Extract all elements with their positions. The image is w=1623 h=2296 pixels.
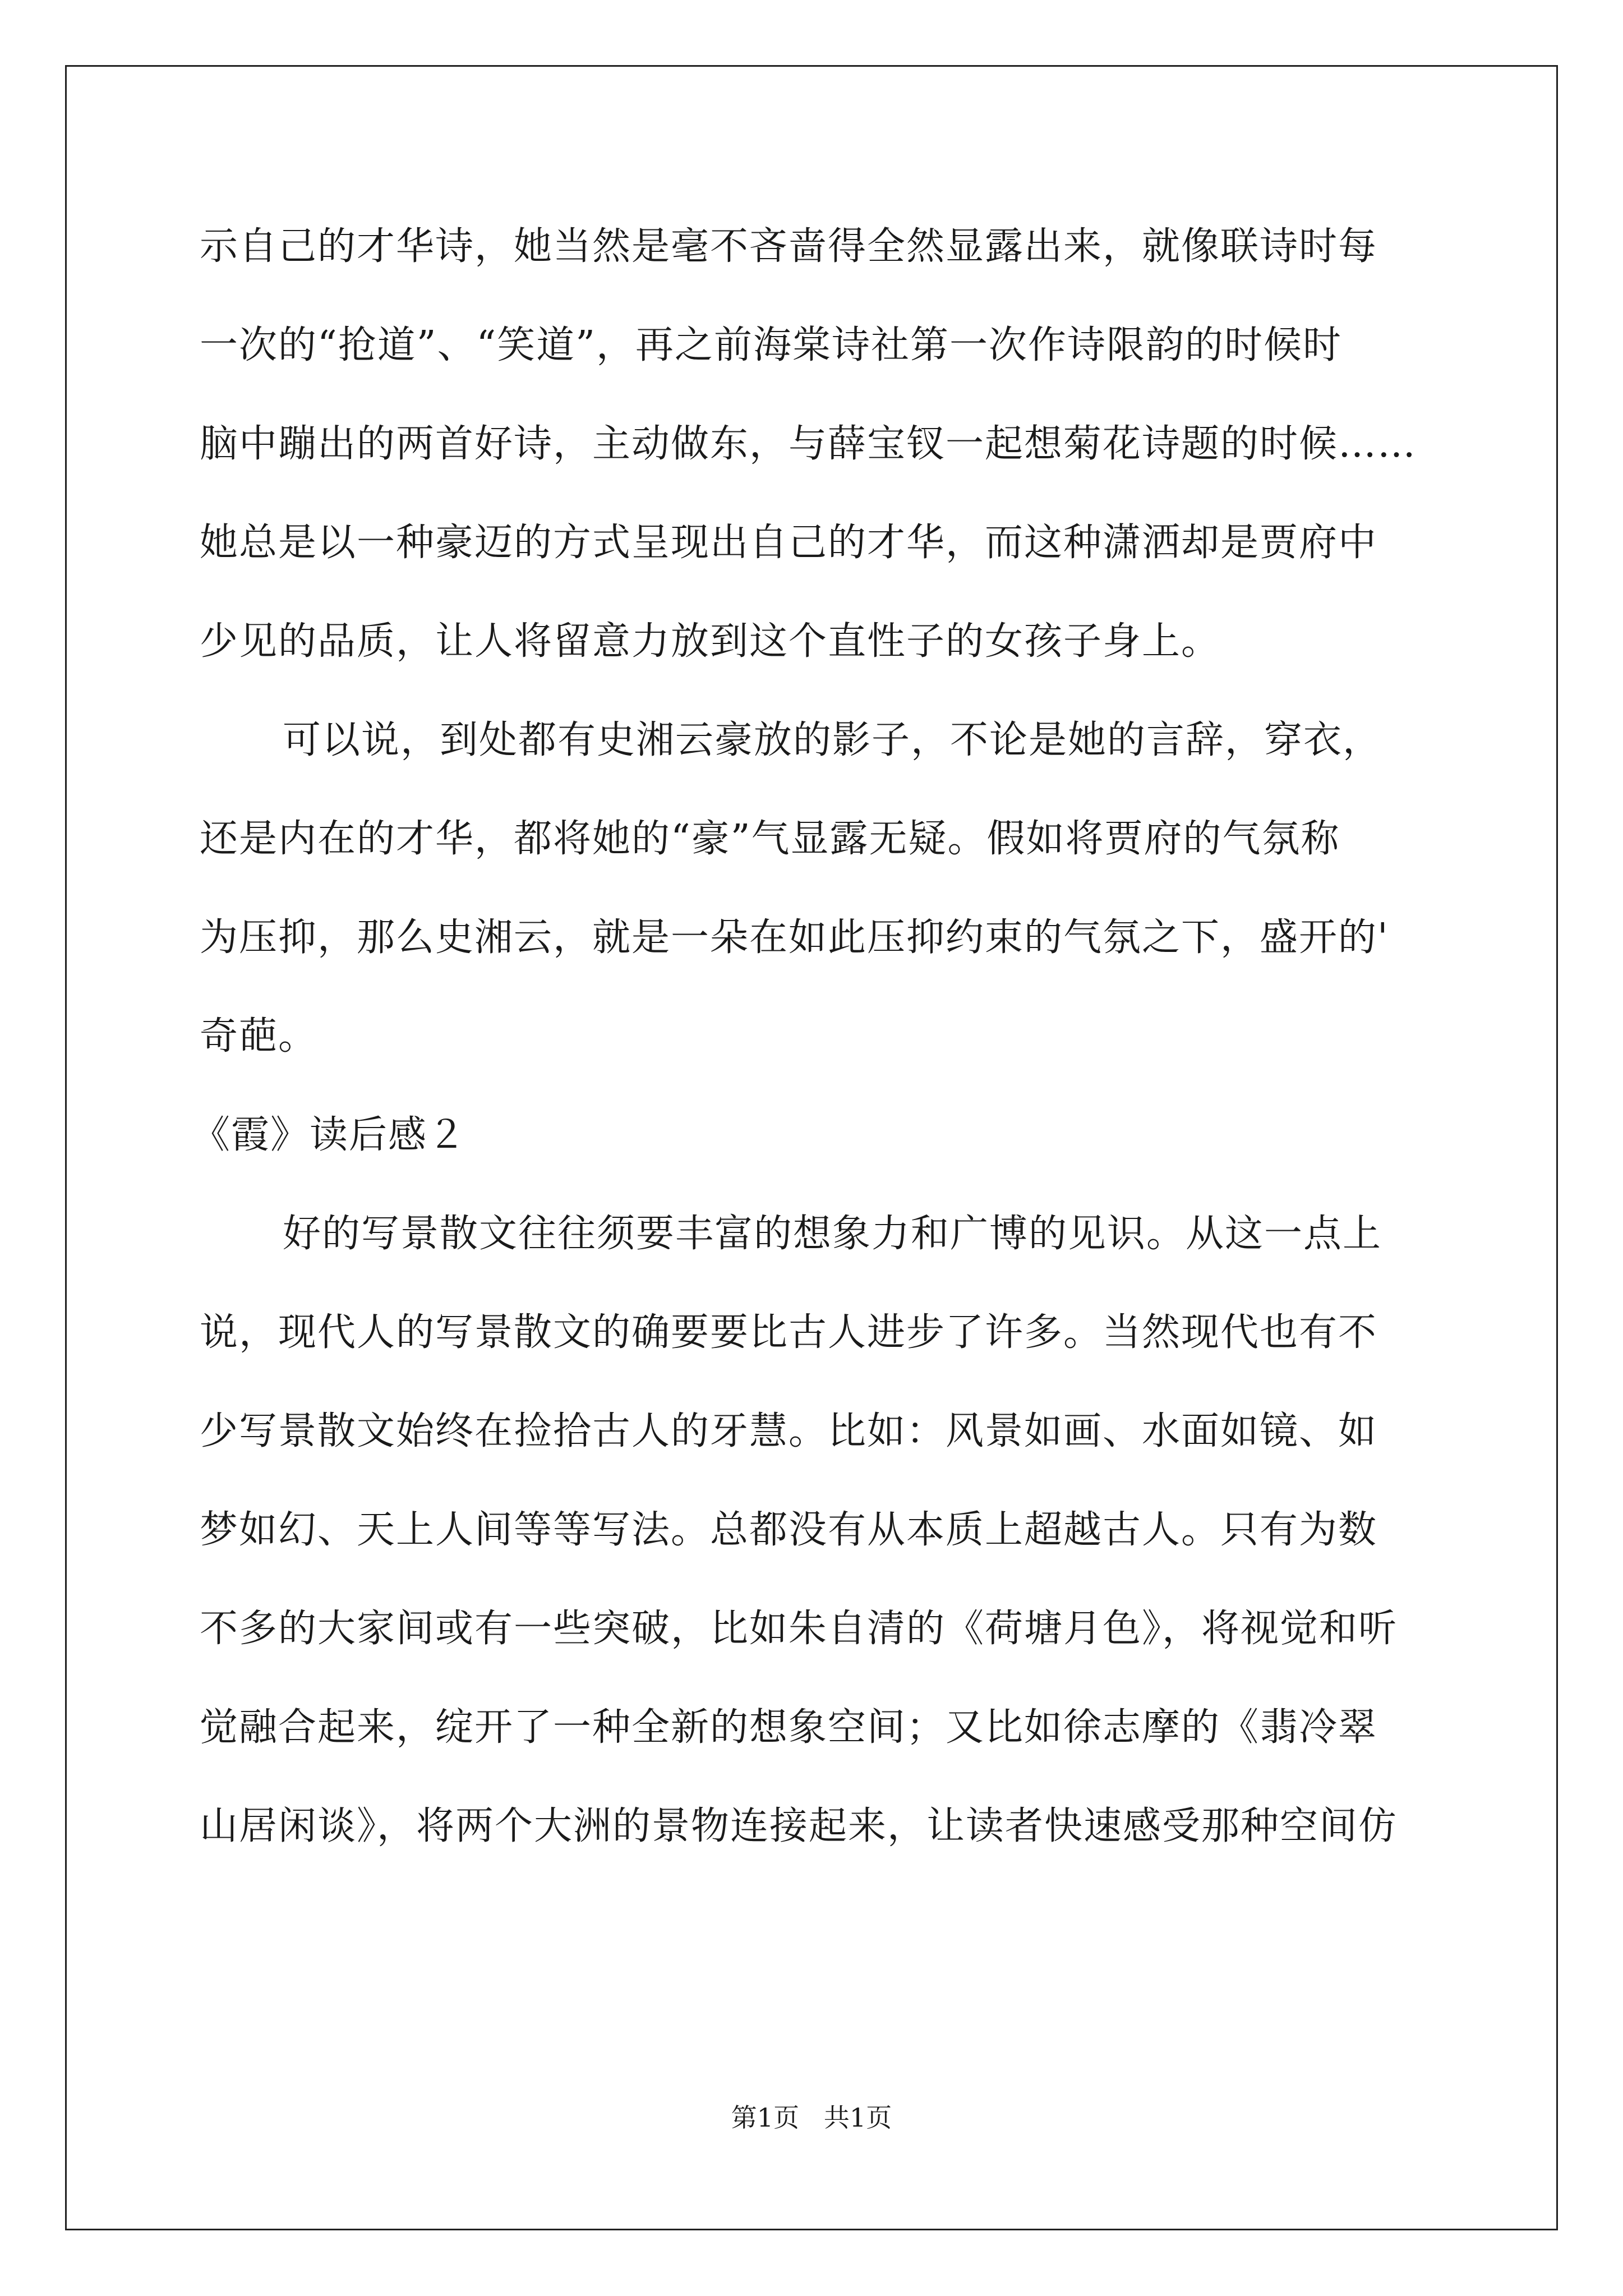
text-line: 山居闲谈》，将两个大洲的景物连接起来，让读者快速感受那种空间仿: [200, 1804, 1398, 1848]
paragraph-2: [200, 715, 1426, 1110]
document-body: [192, 222, 1426, 1900]
text-line: 少见的品质，让人将留意力放到这个直性子的女孩子身上。: [200, 619, 1221, 664]
text-line: 一次的“抢道”、“笑道”，再之前海棠诗社第一次作诗限韵的时候时: [200, 323, 1343, 367]
paragraph-3: [200, 1209, 1426, 1900]
text-line: 梦如幻、天上人间等等写法。总都没有从本质上超越古人。只有为数: [200, 1508, 1378, 1552]
paragraph-1: [200, 222, 1426, 715]
text-line: 为压抑，那么史湘云，就是一朵在如此压抑约束的气氛之下，盛开的': [200, 915, 1389, 960]
text-line: 还是内在的才华，都将她的“豪”气显露无疑。假如将贾府的气氛称: [200, 817, 1340, 861]
heading-text: 《霞》读后感２: [192, 1113, 467, 1157]
page-footer: 第1页 共1页: [731, 2102, 892, 2133]
text-line: 不多的大家间或有一些突破，比如朱自清的《荷塘月色》，将视觉和听: [200, 1607, 1398, 1651]
text-line: 好的写景散文往往须要丰富的想象力和广博的见识。从这一点上: [283, 1212, 1382, 1256]
text-line: 少写景散文始终在捡拾古人的牙慧。比如：风景如画、水面如镜、如: [200, 1409, 1378, 1453]
text-line: 她总是以一种豪迈的方式呈现出自己的才华，而这种潇洒却是贾府中: [200, 521, 1378, 565]
text-line: 说，现代人的写景散文的确要要比古人进步了许多。当然现代也有不: [200, 1310, 1378, 1355]
text-line: 示自己的才华诗，她当然是毫不吝啬得全然显露出来，就像联诗时每: [200, 224, 1378, 269]
text-line: 觉融合起来，绽开了一种全新的想象空间；又比如徐志摩的《翡冷翠: [200, 1705, 1378, 1750]
text-line: 可以说，到处都有史湘云豪放的影子，不论是她的言辞，穿衣，: [283, 718, 1382, 762]
text-line: 脑中蹦出的两首好诗，主动做东，与薛宝钗一起想菊花诗题的时候……: [200, 422, 1417, 466]
text-line: 奇葩。: [200, 1014, 318, 1059]
section-heading: [192, 1110, 1426, 1209]
